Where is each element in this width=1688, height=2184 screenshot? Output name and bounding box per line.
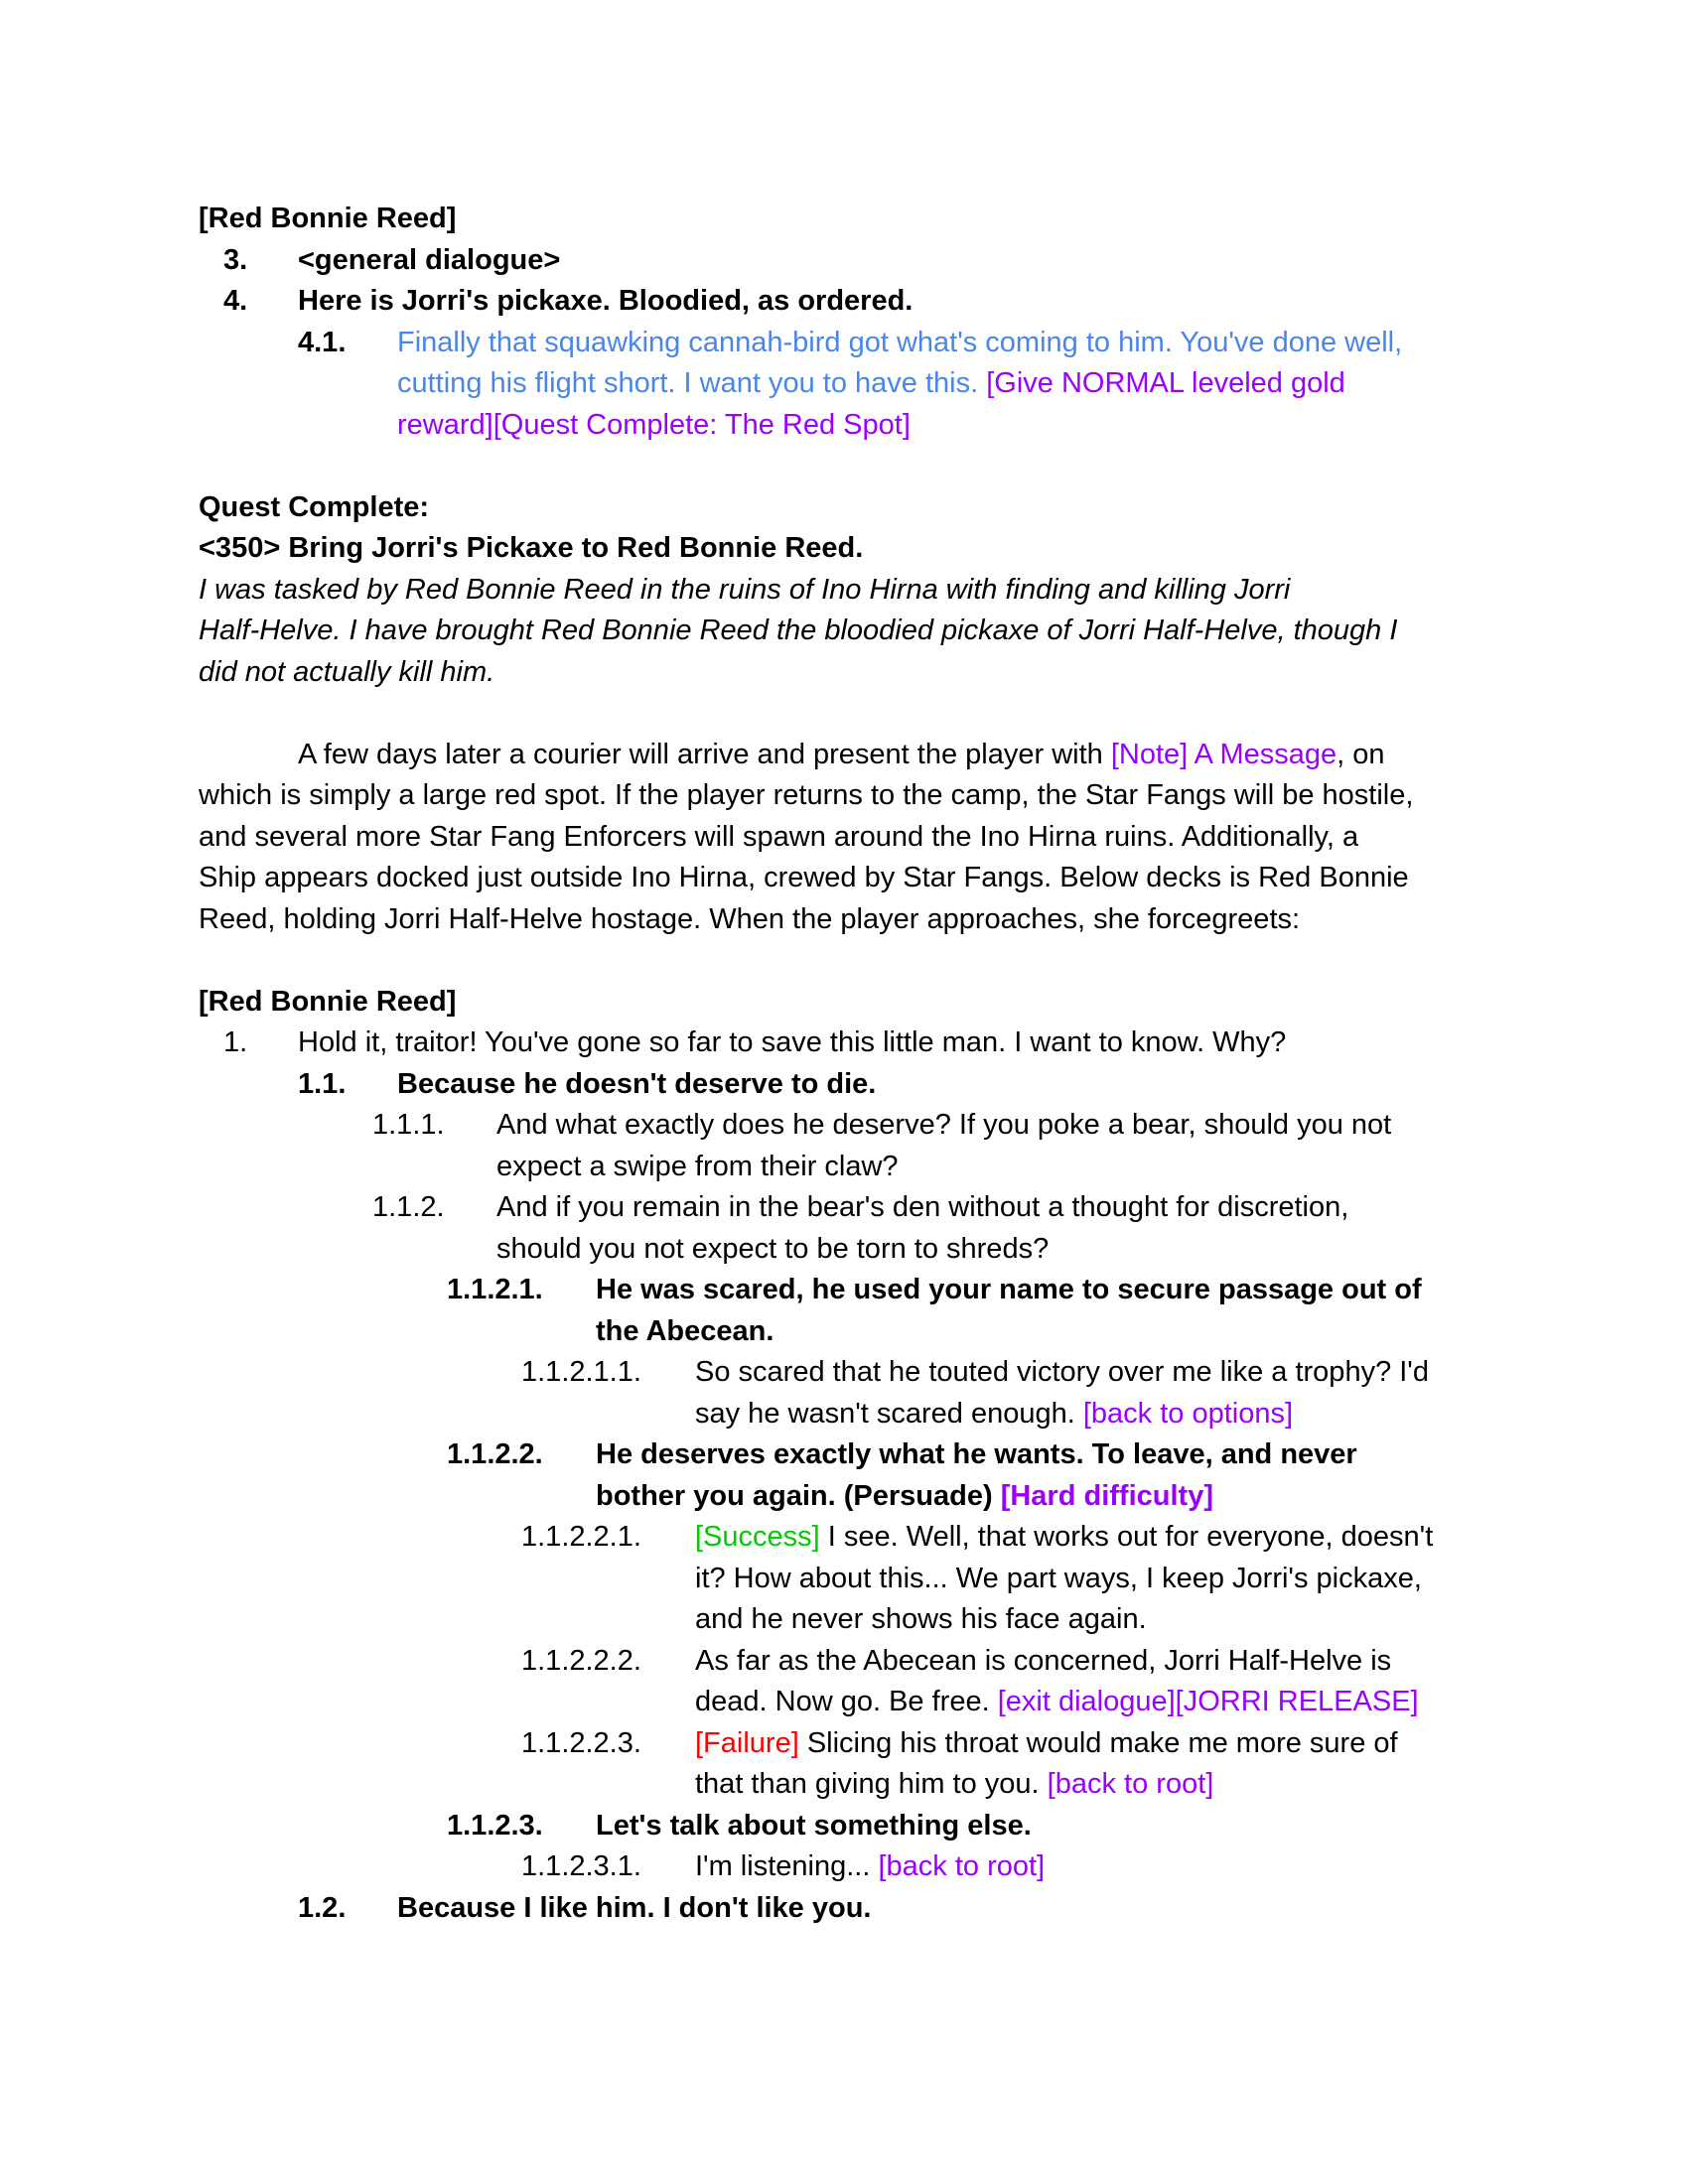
narrative-text: A few days later a courier will arrive and present the player with bbox=[298, 738, 1103, 770]
npc-response-line: say he wasn't scared enough. bbox=[695, 1397, 1075, 1430]
narrative-text: , on bbox=[1336, 738, 1385, 770]
list-item bbox=[199, 1806, 1499, 1847]
speaker-heading: [Red Bonnie Reed] bbox=[199, 203, 457, 234]
list-number: 1. bbox=[223, 1026, 248, 1058]
list-number: 1.1.2.2.1. bbox=[521, 1521, 641, 1553]
document-page bbox=[199, 199, 1499, 1929]
npc-response-line: As far as the Abecean is concerned, Jorri Half-Helve is bbox=[695, 1644, 1392, 1677]
npc-response-line: Slicing his throat would make me more sure of bbox=[806, 1726, 1398, 1759]
script-tag: [back to root] bbox=[878, 1850, 1046, 1882]
list-item bbox=[199, 1846, 1499, 1888]
npc-response-line: and he never shows his face again. bbox=[695, 1603, 1147, 1635]
dialogue-option: <general dialogue> bbox=[298, 243, 561, 276]
difficulty-tag: [Hard difficulty] bbox=[1000, 1479, 1213, 1512]
narrative-paragraph bbox=[199, 735, 1499, 941]
quest-heading: Quest Complete: bbox=[199, 490, 430, 523]
failure-tag: [Failure] bbox=[695, 1726, 799, 1759]
list-number: 1.1.2.2.2. bbox=[521, 1644, 641, 1677]
script-tag: [back to options] bbox=[1082, 1397, 1294, 1430]
npc-response-line: dead. Now go. Be free. bbox=[695, 1686, 990, 1717]
journal-entry: did not actually kill him. bbox=[199, 655, 495, 688]
speaker-heading: [Red Bonnie Reed] bbox=[199, 985, 457, 1018]
list-item bbox=[199, 1517, 1499, 1641]
quest-title: <350> Bring Jorri's Pickaxe to Red Bonnie Reed. bbox=[199, 532, 864, 564]
list-item bbox=[199, 1434, 1499, 1517]
dialogue-option: Because he doesn't deserve to die. bbox=[397, 1067, 877, 1100]
list-number: 4.1. bbox=[298, 326, 347, 358]
npc-response-line: So scared that he touted victory over me like a trophy? I'd bbox=[695, 1356, 1429, 1388]
script-tag: reward][Quest Complete: The Red Spot] bbox=[397, 408, 911, 441]
list-number: 1.1.2.2.3. bbox=[521, 1726, 641, 1759]
narrative-text: which is simply a large red spot. If the player returns to the camp, the Star Fangs will be hostile, bbox=[199, 779, 1414, 811]
list-number: 1.2. bbox=[298, 1891, 347, 1924]
dialogue-option: Because I like him. I don't like you. bbox=[397, 1891, 872, 1924]
npc-response-line: And if you remain in the bear's den without a thought for discretion, bbox=[496, 1191, 1349, 1223]
list-number: 1.1.2.1.1. bbox=[521, 1356, 641, 1388]
npc-response-line: And what exactly does he deserve? If you poke a bear, should you not bbox=[496, 1109, 1392, 1141]
narrative-text: Ship appears docked just outside Ino Hirna, crewed by Star Fangs. Below decks is Red Bonnie bbox=[199, 862, 1409, 893]
dialogue-option: He deserves exactly what he wants. To leave, and never bbox=[596, 1438, 1357, 1470]
success-tag: [Success] bbox=[695, 1521, 820, 1553]
journal-entry: I was tasked by Red Bonnie Reed in the ruins of Ino Hirna with finding and killing Jorri bbox=[199, 573, 1291, 606]
dialogue-option: Here is Jorri's pickaxe. Bloodied, as ordered. bbox=[298, 285, 914, 317]
npc-response-line: Hold it, traitor! You've gone so far to save this little man. I want to know. Why? bbox=[298, 1026, 1287, 1058]
list-number: 3. bbox=[223, 243, 248, 276]
dialogue-option: the Abecean. bbox=[596, 1314, 774, 1347]
npc-response-line: it? How about this... We part ways, I keep Jorri's pickaxe, bbox=[695, 1562, 1422, 1594]
npc-response-line: should you not expect to be torn to shreds? bbox=[496, 1232, 1050, 1265]
list-number: 1.1.2. bbox=[372, 1191, 445, 1223]
list-number: 1.1.2.1. bbox=[447, 1274, 543, 1305]
npc-response-line: Finally that squawking cannah-bird got what's coming to him. You've done well, bbox=[397, 326, 1403, 358]
list-item bbox=[199, 1064, 1499, 1106]
npc-response-line: cutting his flight short. I want you to have this. bbox=[397, 367, 979, 399]
list-number: 1.1.1. bbox=[372, 1109, 445, 1141]
list-number: 1.1.2.2. bbox=[447, 1438, 543, 1470]
dialogue-option: Let's talk about something else. bbox=[596, 1809, 1032, 1842]
npc-response-line: I see. Well, that works out for everyone, doesn't bbox=[827, 1521, 1434, 1553]
narrative-text: and several more Star Fang Enforcers will spawn around the Ino Hirna ruins. Additionally, a bbox=[199, 820, 1359, 853]
dialogue-option: bother you again. (Persuade) bbox=[596, 1479, 993, 1512]
list-item bbox=[199, 1641, 1499, 1723]
npc-response-line: that than giving him to you. bbox=[695, 1768, 1040, 1800]
list-number: 4. bbox=[223, 285, 248, 317]
list-item bbox=[199, 323, 1499, 447]
list-item bbox=[199, 1723, 1499, 1806]
list-item bbox=[199, 1105, 1499, 1187]
script-tag: [Give NORMAL leveled gold bbox=[986, 367, 1345, 399]
list-item bbox=[199, 1270, 1499, 1352]
list-number: 1.1.2.3.1. bbox=[521, 1850, 641, 1882]
list-item bbox=[199, 240, 1499, 282]
npc-response-line: I'm listening... bbox=[695, 1850, 871, 1882]
list-item bbox=[199, 1352, 1499, 1434]
list-item bbox=[199, 1023, 1499, 1064]
script-tag: [back to root] bbox=[1047, 1768, 1214, 1800]
list-item bbox=[199, 281, 1499, 323]
npc-response-line: expect a swipe from their claw? bbox=[496, 1150, 899, 1182]
list-item bbox=[199, 1888, 1499, 1930]
journal-entry: Half-Helve. I have brought Red Bonnie Reed the bloodied pickaxe of Jorri Half-Helve, though I bbox=[199, 614, 1398, 646]
list-number: 1.1.2.3. bbox=[447, 1809, 543, 1842]
dialogue-option: He was scared, he used your name to secure passage out of bbox=[596, 1274, 1422, 1305]
note-tag: [Note] A Message bbox=[1110, 738, 1337, 770]
script-tag: [exit dialogue][JORRI RELEASE] bbox=[997, 1686, 1419, 1717]
list-number: 1.1. bbox=[298, 1067, 347, 1100]
narrative-text: Reed, holding Jorri Half-Helve hostage. When the player approaches, she forcegreets: bbox=[199, 902, 1301, 935]
list-item bbox=[199, 1187, 1499, 1270]
